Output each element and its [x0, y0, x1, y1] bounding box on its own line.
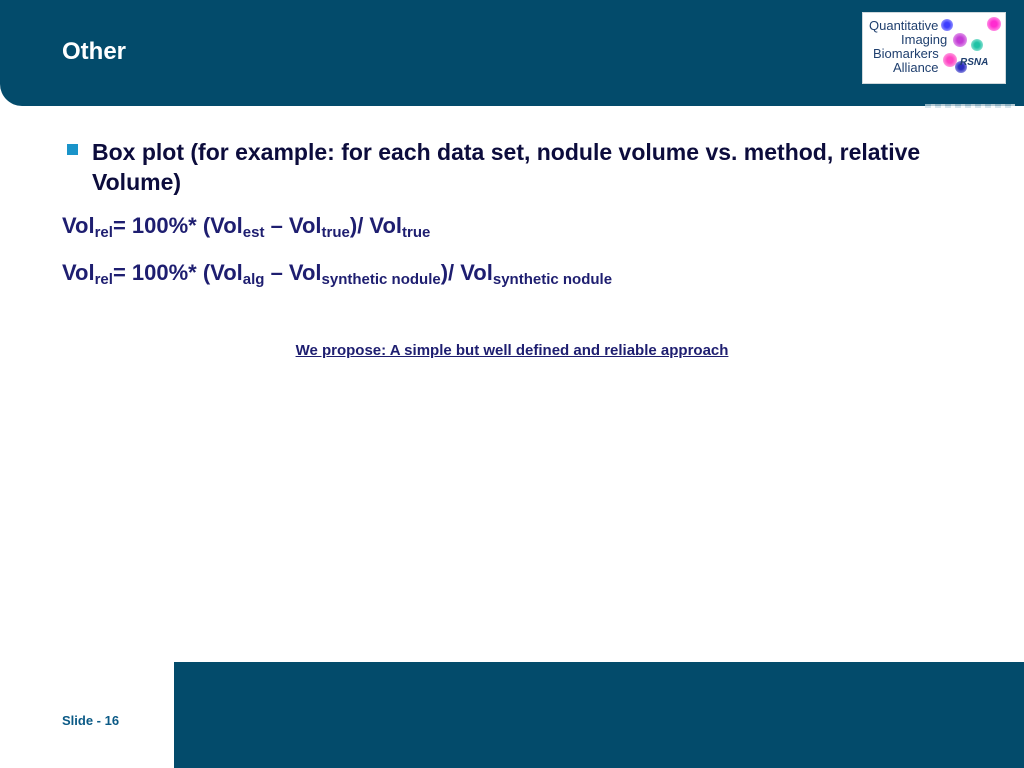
logo-line-4: Alliance — [893, 60, 939, 75]
formula-relative-volume-synthetic: Vol$_{rel}$= 100%* (Vol$_{alg}$ – Vol$_{synthetic nodule}$)/ Vol$_{synthetic nodule}$ — [62, 260, 613, 288]
header-decorative-strip — [925, 104, 1015, 108]
logo-line-2: Imaging — [901, 32, 948, 47]
logo-line-3: Biomarkers — [873, 46, 939, 61]
logo-dot-blue-icon — [941, 19, 953, 31]
logo-dot-teal-icon — [971, 39, 983, 51]
qiba-logo — [862, 12, 1006, 84]
footer-bar — [174, 662, 1024, 768]
page-title: Other — [62, 38, 127, 65]
formula-relative-volume-true: Vol$_{rel}$= 100%* (Vol$_{est}$ – Vol$_{true}$)/ Vol$_{true}$ — [62, 213, 431, 241]
logo-dot-magenta-icon — [987, 17, 1001, 31]
logo-dot-purple-icon — [953, 33, 967, 47]
proposal-statement: We propose: A simple but well defined and reliable approach — [295, 342, 729, 359]
rsna-badge: RSNA — [960, 57, 989, 68]
logo-line-1: Quantitative — [869, 18, 939, 33]
bullet-text: Box plot (for example: for each data set, nodule volume vs. method, relative Volume) — [92, 139, 921, 195]
slide-number: Slide - 16 — [62, 713, 120, 728]
bullet-marker-icon — [67, 144, 78, 155]
